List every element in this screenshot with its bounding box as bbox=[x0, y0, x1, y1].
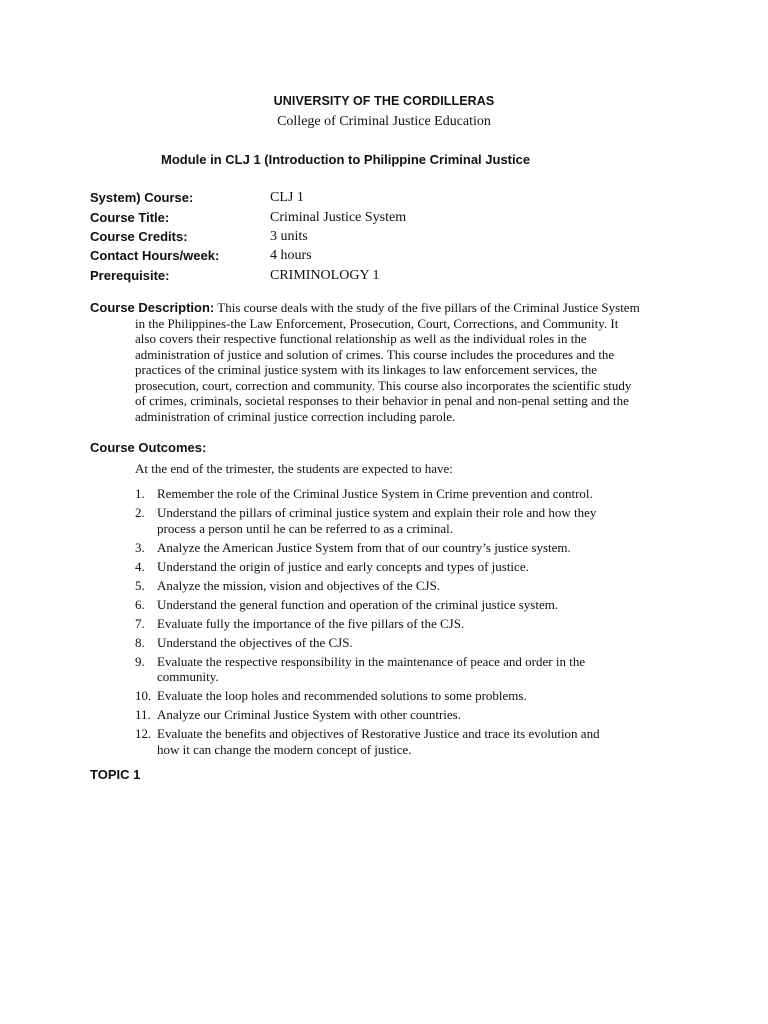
outcomes-heading: Course Outcomes: bbox=[90, 440, 207, 455]
course-info-label: Contact Hours/week: bbox=[90, 248, 220, 263]
outcome-item bbox=[135, 707, 695, 723]
description-line: administration of justice and solution of crimes. This course includes the procedures and the bbox=[135, 346, 615, 362]
outcome-text: Evaluate the loop holes and recommended solutions to some problems. bbox=[157, 688, 527, 703]
outcome-number: 10. bbox=[135, 688, 152, 703]
course-info-row bbox=[90, 248, 690, 267]
course-info-value: 3 units bbox=[270, 229, 308, 244]
course-info-label: Course Title: bbox=[90, 210, 170, 225]
description-line: administration of criminal justice correction including parole. bbox=[135, 408, 456, 424]
course-info-value: 4 hours bbox=[270, 248, 312, 263]
description-label: Course Description: bbox=[90, 300, 215, 315]
outcome-item bbox=[135, 726, 695, 757]
outcome-item bbox=[135, 505, 695, 536]
course-info-label: System) Course: bbox=[90, 190, 194, 205]
outcome-number: 9. bbox=[135, 653, 145, 669]
outcome-number: 1. bbox=[135, 486, 145, 501]
outcomes-list bbox=[135, 486, 695, 761]
description-line: of crimes, criminals, societal responses to their behavior in penal and non-penal setting and the bbox=[135, 393, 629, 408]
course-info-value: Criminal Justice System bbox=[270, 210, 407, 225]
outcome-number: 8. bbox=[135, 634, 145, 650]
description-text: This course deals with the study of the five pillars of the Criminal Justice System bbox=[217, 300, 640, 315]
module-title: Module in CLJ 1 (Introduction to Philippine Criminal Justice bbox=[161, 152, 531, 167]
outcome-text: community. bbox=[157, 669, 219, 684]
outcome-number: 5. bbox=[135, 577, 145, 593]
outcome-number: 12. bbox=[135, 726, 152, 741]
outcome-number: 4. bbox=[135, 558, 145, 574]
outcomes-intro: At the end of the trimester, the students are expected to have: bbox=[135, 461, 453, 476]
outcome-number: 7. bbox=[135, 615, 145, 631]
course-info-label: Course Credits: bbox=[90, 229, 188, 244]
outcome-text: Understand the origin of justice and early concepts and types of justice. bbox=[157, 558, 529, 574]
outcome-text: Evaluate the respective responsibility in the maintenance of peace and order in the bbox=[157, 653, 586, 669]
outcome-number: 6. bbox=[135, 596, 145, 612]
description-line: practices of the criminal justice system with its linkages to law enforcement services, the bbox=[135, 362, 598, 377]
outcome-text: how it can change the modern concept of justice. bbox=[157, 741, 412, 757]
description-body bbox=[90, 316, 690, 425]
course-info-row bbox=[90, 190, 690, 209]
outcome-item bbox=[135, 578, 695, 594]
description-line: prosecution, court, correction and community. This course also incorporates the scientific study bbox=[135, 377, 632, 393]
outcome-text: Evaluate the benefits and objectives of Restorative Justice and trace its evolution and bbox=[157, 726, 600, 741]
outcome-number: 11. bbox=[135, 707, 151, 722]
outcome-item bbox=[135, 597, 695, 613]
outcome-item bbox=[135, 635, 695, 651]
outcome-item bbox=[135, 654, 695, 685]
college-name: College of Criminal Justice Education bbox=[277, 114, 491, 129]
course-description bbox=[90, 300, 690, 424]
university-name: UNIVERSITY OF THE CORDILLERAS bbox=[273, 94, 495, 108]
course-info-row bbox=[90, 229, 690, 248]
outcome-text: Analyze our Criminal Justice System with other countries. bbox=[157, 707, 461, 722]
description-first-line bbox=[90, 300, 690, 316]
course-info-value: CRIMINOLOGY 1 bbox=[270, 268, 380, 283]
outcome-item bbox=[135, 486, 695, 502]
outcome-item bbox=[135, 540, 695, 556]
course-info-row bbox=[90, 268, 690, 287]
outcome-text: Understand the objectives of the CJS. bbox=[157, 634, 353, 650]
course-info-row bbox=[90, 210, 690, 229]
outcome-text: Understand the general function and operation of the criminal justice system. bbox=[157, 596, 559, 612]
course-info-value: CLJ 1 bbox=[270, 190, 304, 205]
description-line: in the Philippines-the Law Enforcement, Prosecution, Court, Corrections, and Community. It bbox=[135, 315, 619, 331]
outcome-item bbox=[135, 688, 695, 704]
outcome-text: process a person until he can be referred to as a criminal. bbox=[157, 520, 453, 536]
outcome-item bbox=[135, 616, 695, 632]
description-line: also covers their respective functional relationship as well as the individual roles in the bbox=[135, 331, 587, 346]
outcome-text: Understand the pillars of criminal justice system and explain their role and how they bbox=[157, 505, 597, 520]
outcome-text: Remember the role of the Criminal Justice System in Crime prevention and control. bbox=[157, 486, 593, 501]
outcome-text: Analyze the mission, vision and objectives of the CJS. bbox=[157, 577, 441, 593]
outcome-text: Evaluate fully the importance of the five pillars of the CJS. bbox=[157, 615, 465, 631]
course-info-label: Prerequisite: bbox=[90, 268, 170, 283]
outcome-text: Analyze the American Justice System from that of our country’s justice system. bbox=[157, 539, 571, 555]
outcome-number: 3. bbox=[135, 539, 145, 555]
topic-heading: TOPIC 1 bbox=[90, 767, 141, 782]
outcome-item bbox=[135, 559, 695, 575]
outcome-number: 2. bbox=[135, 505, 145, 520]
